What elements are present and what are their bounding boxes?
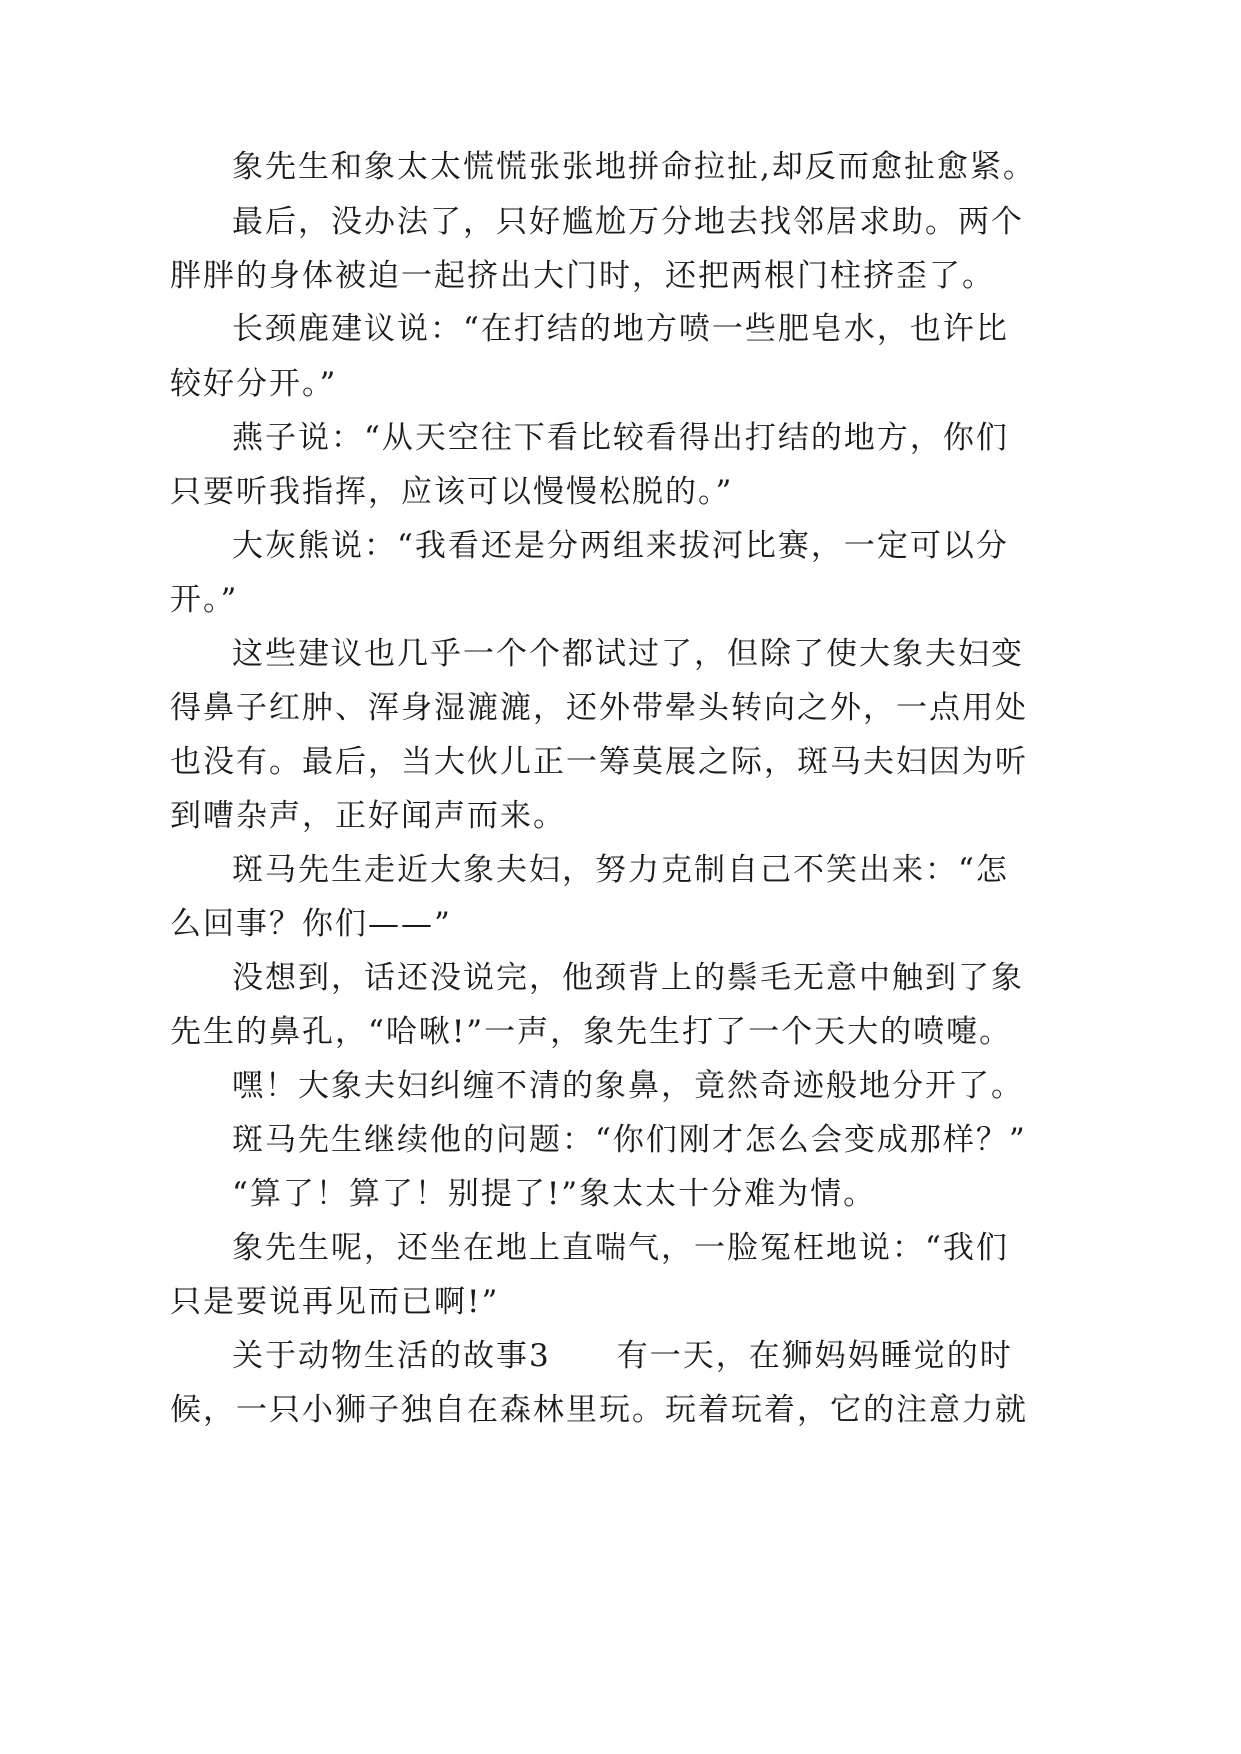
text-line: 只要听我指挥，应该可以慢慢松脱的。” (170, 474, 734, 510)
text-line: 没想到，话还没说完，他颈背上的鬃毛无意中触到了象 (232, 960, 1024, 996)
text-line: “算了！算了！别提了!”象太太十分难为情。 (232, 1176, 877, 1212)
text-line: 么回事？你们——” (170, 906, 452, 942)
text-line: 较好分开。” (170, 366, 338, 402)
text-line: 长颈鹿建议说：“在打结的地方喷一些肥皂水，也许比 (232, 311, 1009, 347)
text-line: 这些建议也几乎一个个都试过了，但除了使大象夫妇变 (232, 636, 1024, 672)
text-line: 象先生呢，还坐在地上直喘气，一脸冤枉地说：“我们 (232, 1230, 1009, 1266)
text-line: 象先生和象太太慌慌张张地拼命拉扯,却反而愈扯愈紧。 (232, 149, 1036, 185)
text-line: 燕子说：“从天空往下看比较看得出打结的地方，你们 (232, 420, 1009, 456)
text-line: 只是要说再见而已啊!” (170, 1284, 500, 1320)
text-line: 斑马先生继续他的问题：“你们刚才怎么会变成那样？” (232, 1122, 1027, 1158)
text-line: 嘿！大象夫妇纠缠不清的象鼻，竟然奇迹般地分开了。 (232, 1068, 1024, 1104)
text-line: 到嘈杂声，正好闻声而来。 (170, 798, 566, 834)
text-line: 开。” (170, 582, 239, 618)
text-line: 斑马先生走近大象夫妇，努力克制自己不笑出来：“怎 (232, 852, 1009, 888)
text-line: 也没有。最后，当大伙儿正一筹莫展之际，斑马夫妇因为听 (170, 744, 1028, 780)
text-line: 得鼻子红肿、浑身湿漉漉，还外带晕头转向之外，一点用处 (170, 690, 1028, 726)
text-line: 大灰熊说：“我看还是分两组来拔河比赛，一定可以分 (232, 528, 1009, 564)
text-line: 胖胖的身体被迫一起挤出大门时，还把两根门柱挤歪了。 (170, 258, 995, 294)
text-line: 先生的鼻孔，“哈啾!”一声，象先生打了一个天大的喷嚏。 (170, 1014, 1013, 1050)
text-line: 最后，没办法了，只好尴尬万分地去找邻居求助。两个 (232, 204, 1024, 240)
text-line: 候，一只小狮子独自在森林里玩。玩着玩着，它的注意力就 (170, 1392, 1028, 1428)
text-line: 关于动物生活的故事3 有一天，在狮妈妈睡觉的时 (232, 1338, 1013, 1374)
